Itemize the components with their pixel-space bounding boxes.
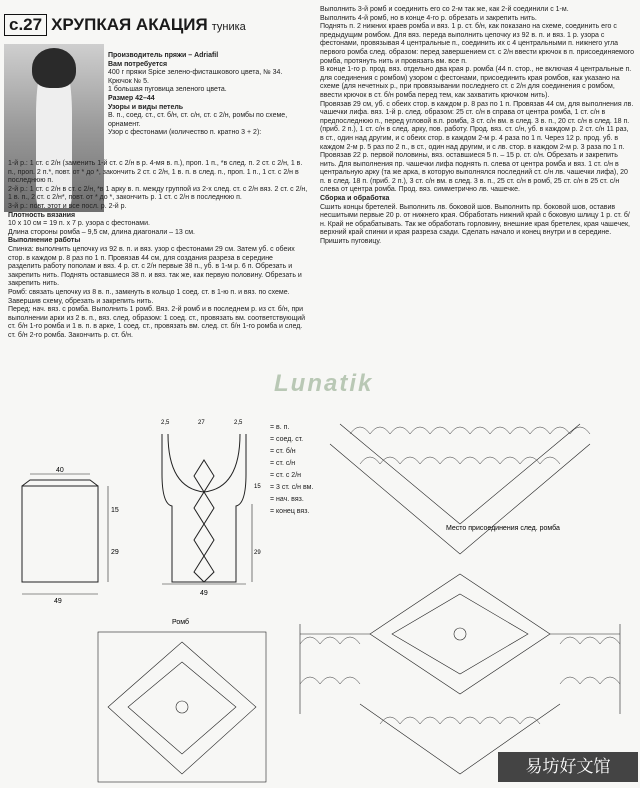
right-paragraph: Провязав 29 см, уб. с обеих стор. в каждом р. 8 раз по 1 п. Провязав 44 см, для выполнения лв. чашечки лифа. вяз. 1-й р. след. образом: 25 ст. с/н в справа от центра ромба, 1 ст. с/н в предпоследнюю п., перед угловой в.п. ромба, 3 ст. с/н вм. в след. 3 в. п., 20 ст. с/н в след. 18 п. (приб. 2 п.), 1 ст. с/н в след. арку, пов. работу. Прод. вяз. ст. с/н, уб. в каждом р. 2 ст. с/н 11 раз, в ст., один над другим, и с обеих стор. в каждом 2-м р. 4 раза по 1 п. Через 12 р. прод. уб. в каждом 2-м р. 5 раз по 2 п., в ст., один над другим, и с лв. стор. в каждом 2-м р. 3 раза по 1 п. Провязав 22 р. первой половины, вяз. оставшиеся 5 п. – 15 р. ст. с/н. Обрезать и закрепить нить. Для выполнения пр. чашечки лифа поднять п. слева от центра ромба и вяз. 1 ст. с/н в центральную арку (та же арка, в которую выполнялся последний ст. с/н лв. чашечки лифа), 20 п. в след. 18 п. (приб. 2 п.), 3 ст. с/н вм. в след. 3 в. п., 25 ст. с/н в ромб, 25 ст. с/н в 25 ст. с/н слева от центра ромба. Прод. вяз. симметрично лв. чашечке.	[320, 100, 634, 194]
rhomb-label: Ромб	[172, 619, 189, 626]
join-note: Место присоединения след. ромба	[446, 525, 560, 532]
work-heading: Выполнение работы	[8, 237, 81, 245]
density-heading: Плотность вязания	[8, 211, 76, 219]
corner-watermark: 易坊好文馆	[498, 752, 638, 782]
patterns-heading: Узоры и виды петель	[108, 103, 184, 111]
right-paragraph: В конце 1-го р. прод. вяз. отдельно два края р. ромба (44 п. стор., не включая 4 центральные п. для соединения с ромбом) узором с фестонами, присоединить края ромбов, как указано на схеме (для нечетных р., при провязывании последнего ст. с 2/н для соединения с ромбом, ввести крючок в ст. б/н ромба перед тем, как захватить крючком нить).	[320, 66, 632, 99]
intro-line: Крючок № 5.	[108, 77, 149, 85]
dim-label: 29	[254, 550, 261, 556]
patterns-line: 3-й р.: повт. этот и все посл. р. 2-й р.	[8, 202, 127, 210]
page-title: ХРУПКАЯ АКАЦИЯ	[51, 15, 208, 34]
density-line: Длина стороны ромба – 9,5 см, длина диагонали – 13 см.	[8, 228, 195, 236]
watermark-text: Lunatik	[274, 370, 374, 397]
patterns-line: Узор с фестонами (количество п. кратно 3 + 2):	[108, 129, 262, 137]
size-line: Размер 42–44	[108, 94, 155, 102]
dim-label: 15	[254, 484, 261, 490]
intro-line: Производитель пряжи – Adriafil	[108, 52, 219, 59]
legend-item: = ст. б/н	[270, 448, 296, 455]
density-line: 10 х 10 см = 19 п. х 7 р. узора с фестонами.	[8, 220, 150, 228]
assembly-text: Сшить концы бретелей. Выполнить лв. боковой шов. Выполнить пр. боковой шов, оставив несшитыми первые 20 р. от нижнего края. Обработать нижний край с боковую шлицу 1 р. ст. б/н. Край не обрабатывать. Так же обработать горловину, внешние края бретелек, края чашечек, верхний край спинки и края разреза сзади. Сделать начало и конец внутри и в середине. Пришить пуговицу.	[320, 203, 631, 246]
dim-label: 49	[200, 590, 208, 597]
dim-label: 27	[198, 420, 205, 426]
photo-hair	[32, 48, 76, 88]
legend-item: = ст. с 2/н	[270, 472, 302, 479]
work-line: Перед: нач. вяз. с ромба. Выполнить 1 ромб. Вяз. 2-й ромб и в последнем р. из ст. б/н, при выполнении арки из 2 в. п., вяз. след. образом: 1 соед. ст., провязать вм. соответствующий ст. б/н 1-го ромба и 1 в. п. в арке, 1 соед. ст., провязать вм. след. ст. б/н 1-го ромба и след. ст. б/н 2-го ромба. Закончить р. ст. б/н.	[8, 306, 306, 339]
rhomb-chart	[98, 632, 266, 782]
legend-item: = 3 ст. с/н вм.	[270, 484, 314, 491]
intro-line: Вам потребуется	[108, 60, 168, 68]
patterns-line: 1-й р.: 1 ст. с 2/н (заменить 1-й ст. с 2/н в р. 4-мя в. п.), проп. 1 п., *в след. п. 2 ст. с 2/н, 1 в. п., проп. 2 п.*, повт. от * до *, закончить 2 ст. с 2/н, 1 в. п. в след. п., проп. 1 п., 1 ст. с 2/н в последнюю п.	[8, 160, 303, 185]
front-schematic	[162, 434, 252, 584]
work-line: Ромб: связать цепочку из 8 в. п., замкнуть в кольцо 1 соед. ст. в 1-ю п. и вяз. по схеме. Завершив схему, обрезать и закрепить нить.	[8, 288, 290, 305]
legend-item: = конец вяз.	[270, 508, 310, 515]
right-column	[320, 6, 634, 247]
dim-label: 49	[54, 598, 62, 605]
intro-line: 400 г пряжи Spice зелено-фисташкового цвета, № 34.	[108, 69, 283, 77]
legend-item: = в. п.	[270, 424, 290, 431]
symbol-legend	[270, 422, 390, 518]
right-paragraph: Выполнить 4-й ромб, но в конце 4-го р. обрезать и закрепить нить.	[320, 14, 537, 22]
patterns-line: В. п., соед. ст., ст. б/н, ст. с/н, ст. с 2/н, ромбы по схеме, орнамент.	[108, 112, 288, 128]
page-header	[4, 4, 246, 46]
page-number: с.27	[4, 14, 47, 36]
dim-label: 29	[111, 549, 119, 556]
dim-label: 15	[111, 507, 119, 514]
patterns-line: 2-й р.: 1 ст. с 2/н в ст. с 2/н, *в 1 арку в. п. между группой из 2-х след. ст. с 2/н вяз. 2 ст. с 2/н, 1 в. п., 2 ст. с 2/н*, повт. от * до *, закончить р. 1 ст. с 2/н в последнюю п.	[8, 185, 308, 202]
dim-label: 40	[56, 467, 64, 474]
pattern-rows	[8, 160, 308, 340]
legend-item: = соед. ст.	[270, 436, 304, 443]
page-subtitle: туника	[211, 21, 246, 33]
right-paragraph: Поднять п. 2 нижних краев ромба и вяз. 1 р. ст. б/н, как показано на схеме, соединить его с предыдущим ромбом. Для вяз. переда выполнить цепочку из 92 в. п. и вяз. 1 р. узора с фестонами, провязывая 4 центральные п., соединить их с 4 центральными п. нижнего угла первого ромба след. образом: перед завершением ст. с 2/н ввести крючок в п. присоединяемого ромба, протянуть нить и провязать вм. все п.	[320, 23, 635, 65]
intro-block	[108, 52, 308, 138]
assembly-heading: Сборка и обработка	[320, 195, 390, 203]
work-line: Спинка: выполнить цепочку из 92 в. п. и вяз. узор с фестонами 29 см. Затем уб. с обеих стор. в каждом р. 8 раз по 1 п. Провязав 44 см, для создания разреза в середине разделить работу пополам и вяз. 4 р. ст. с 2/н первые 38 п., уб. в 1-м р. 6 п. Обрезать и закрепить нить. Поднять оставшиеся 38 п. и вяз. так же, как первую половину. Обрезать и закрепить нить.	[8, 245, 302, 288]
intro-line: 1 большая пуговица зеленого цвета.	[108, 86, 227, 94]
back-schematic	[22, 474, 108, 594]
legend-item: = ст. с/н	[270, 460, 296, 467]
dim-label: 2,5	[234, 420, 243, 426]
legend-item: = нач. вяз.	[270, 496, 304, 503]
dim-label: 2,5	[161, 420, 170, 426]
right-paragraph: Выполнить 3-й ромб и соединить его со 2-м так же, как 2-й соединили с 1-м.	[320, 6, 569, 13]
